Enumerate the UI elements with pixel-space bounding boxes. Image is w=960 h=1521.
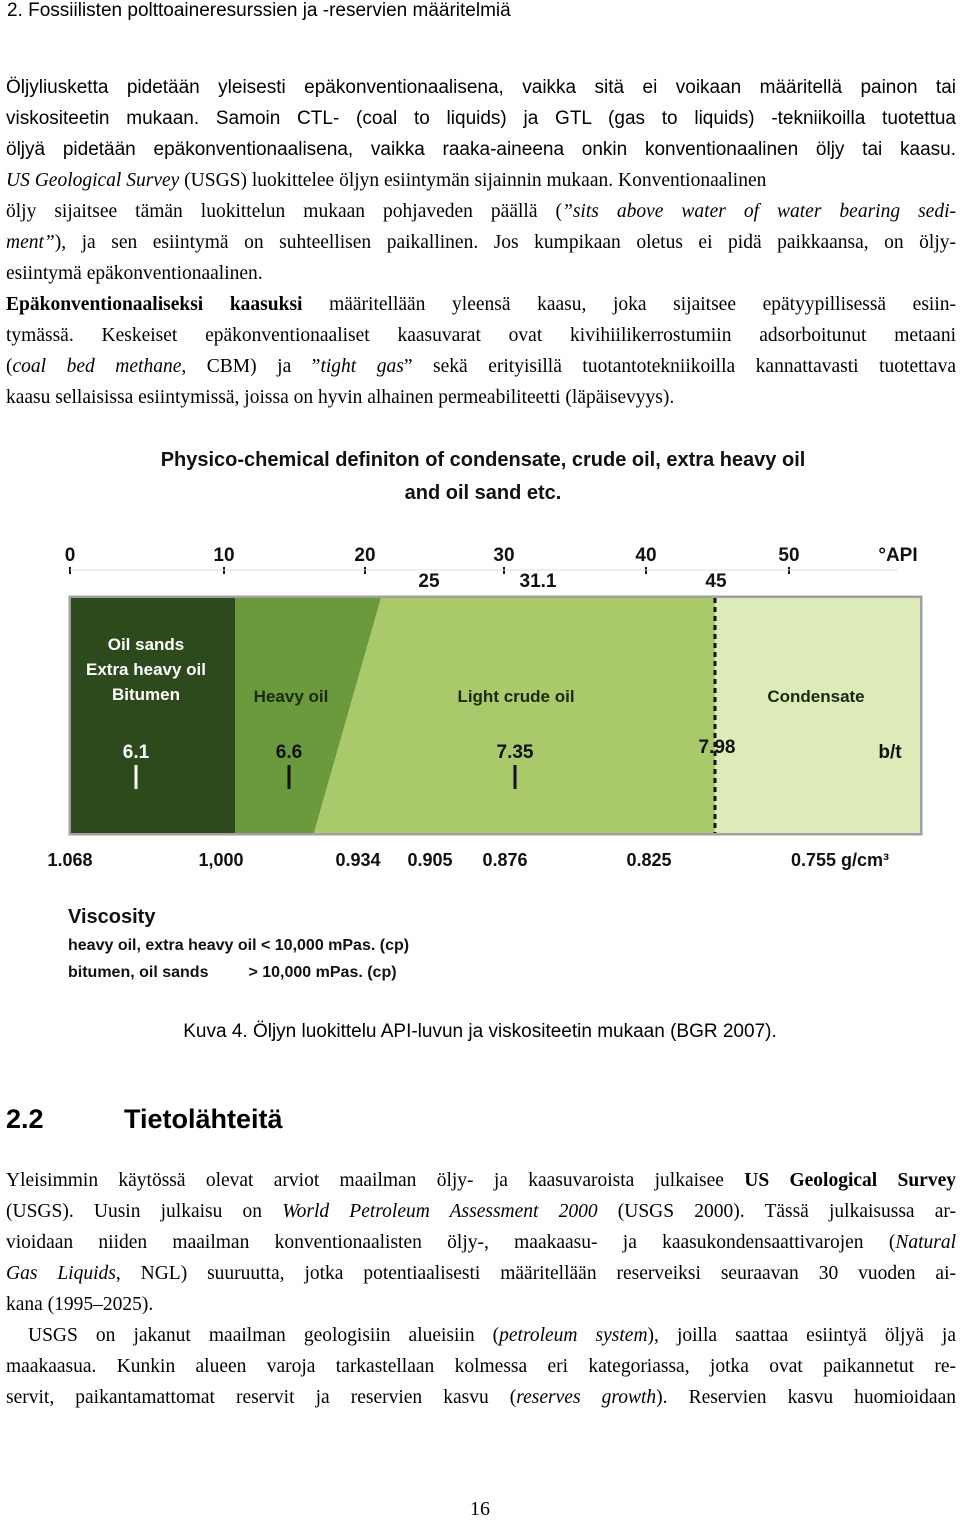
text-span: ment” [6,232,55,253]
zone-label: Bitumen [112,685,180,704]
density-value: 0.825 [626,850,672,870]
text-span: ), ja sen esiintymä on suhteellisen paikallinen. Jos kumpikaan oletus ei pidä paikkaansa, on öljy- [54,232,956,253]
text-line [6,1382,956,1413]
text-line [6,1227,956,1258]
bt-unit: b/t [878,742,902,763]
text-line [6,1320,956,1351]
text-span: servit, paikantamattomat reservit ja reservien kasvu ( [6,1387,517,1408]
text-span: ( [6,356,13,377]
api-unit: °API [878,545,918,566]
zone-label: Light crude oil [457,687,575,706]
page-number: 16 [470,1498,490,1520]
zone-label: Oil sands [107,635,185,654]
zone-oil-sands [71,598,235,833]
text-span: tight gas [320,356,404,377]
api-tick: 50 [778,545,800,566]
bt-value: 7.98 [698,737,736,758]
text-line: kaasu sellaisissa esiintymissä, joissa on hyvin alhainen permeabiliteetti (läpäisevyys). [6,387,675,408]
api-tick: 20 [354,545,376,566]
text-span: Gas Liquids [6,1263,116,1284]
density-value: 0.755 g/cm³ [790,850,890,870]
text-line [6,351,956,382]
text-span: määritellään yleensä kaasu, joka sijaitsee epätyypillisessä esiin- [302,294,956,315]
text-line: tymässä. Keskeiset epäkonventionaaliset kaasuvarat ovat kivihiilikerrostumiin adsorboitunut metaani [6,325,956,346]
api-tick: 0 [64,545,76,566]
density-value: 0.934 [335,850,381,870]
text-line [6,103,956,134]
text-span: US Geological Survey [6,170,180,191]
density-value: 1,000 [198,850,244,870]
text-span: USGS on jakanut maailman geologisiin alueisiin ( [28,1325,500,1346]
text-line: öljyä pidetään epäkonventionaalisena, vaikka raaka-aineena onkin konventionaalinen öljy tai kaasu. [6,139,956,160]
density-scale [47,850,889,870]
bt-value: 6.1 [122,742,150,763]
oil-classification-figure [38,440,928,985]
section-number: 2.2 [6,1104,44,1134]
viscosity-line: heavy oil, extra heavy oil < 10,000 mPas. (cp) [68,937,410,954]
text-line [6,1165,956,1196]
text-span: öljy sijaitsee tämän luokittelun mukaan pohjaveden päällä ( [6,201,562,222]
density-value: 1.068 [47,850,93,870]
text-line: maakaasua. Kunkin alueen varoja tarkastellaan kolmessa eri kategoriassa, jotka ovat paikannetut re- [6,1356,956,1377]
figure-caption: Kuva 4. Öljyn luokittelu API-luvun ja viskositeetin mukaan (BGR 2007). [183,1021,777,1042]
text-line: kana (1995–2025). [6,1294,154,1315]
zone-light-crude [314,598,715,833]
text-line [6,1196,956,1227]
figure-title-line1: Physico-chemical definiton of condensate, crude oil, extra heavy oil [160,449,806,471]
text-span: Natural [895,1232,956,1253]
text-span: reserves growth [516,1387,657,1408]
api-tick: 40 [635,545,657,566]
body-text-section1 [6,72,956,413]
text-span: (USGS 2000). Tässä julkaisussa ar- [597,1201,956,1222]
api-mark: 31.1 [519,571,557,592]
text-span: ), joilla saattaa esiintyä öljyä ja [647,1325,956,1346]
section-heading [6,1104,283,1135]
viscosity-title: Viscosity [68,906,156,928]
text-line [6,289,956,320]
api-mark: 25 [418,571,440,592]
text-line: Öljyliusketta pidetään yleisesti epäkonventionaalisena, vaikka sitä ei voikaan määritellä painon tai [6,77,956,98]
text-span: ”sits above water of water bearing sedi- [561,201,956,222]
api-tick: 30 [493,545,515,566]
text-span: ). Reservien kasvu huomioidaan [656,1387,956,1408]
text-line [6,196,956,227]
zone-label: Heavy oil [253,687,329,706]
text-span: (USGS). Uusin julkaisu on [6,1201,283,1222]
bt-value: 7.35 [496,742,534,763]
text-line [6,227,956,258]
density-value: 0.905 [407,850,453,870]
text-line: esiintymä epäkonventionaalinen. [6,263,263,284]
text-span: vioidaan niiden maailman konventionaalisten öljy-, maakaasu- ja kaasukondensaattivarojen ( [6,1232,896,1253]
zone-label: Extra heavy oil [85,660,207,679]
text-span: Yleisimmin käytössä olevat arviot maailman öljy- ja kaasuvaroista julkaisee [6,1170,745,1191]
text-span: , CBM) ja ” [181,356,321,377]
api-tick: 10 [213,545,235,566]
zone-label: Condensate [767,687,865,706]
page-header: 2. Fossiilisten polttoaineresurssien ja -reservien määritelmiä [7,0,511,21]
text-span: Epäkonventionaaliseksi kaasuksi [6,294,303,315]
text-span: US Geological Survey [744,1170,956,1191]
bt-value: 6.6 [275,742,303,763]
zone-condensate [715,598,920,833]
text-span: , NGL) suuruutta, jotka potentiaalisesti määritellään reserveiksi seuraavan 30 vuoden ai- [115,1263,956,1284]
text-span: petroleum system [499,1325,648,1346]
text-span: ” sekä erityisillä tuotantotekniikoilla kannattavasti tuotettava [403,356,956,377]
density-value: 0.876 [482,850,528,870]
api-mark: 45 [705,571,727,592]
text-span: coal bed methane [12,356,182,377]
section-title: Tietolähteitä [124,1104,283,1134]
viscosity-line: bitumen, oil sands > 10,000 mPas. (cp) [68,964,397,981]
text-line [6,165,956,196]
text-span: World Petroleum Assessment 2000 [282,1201,598,1222]
text-line [6,1258,956,1289]
body-text-section2 [6,1165,956,1413]
text-span: viskositeetin mukaan. Samoin CTL- (coal to liquids) ja GTL (gas to liquids) -tekniikoilla tuotettua [6,108,956,129]
text-span: (USGS) luokittelee öljyn esiintymän sijainnin mukaan. Konventionaalinen [179,170,767,191]
figure-title-line2: and oil sand etc. [404,482,562,504]
